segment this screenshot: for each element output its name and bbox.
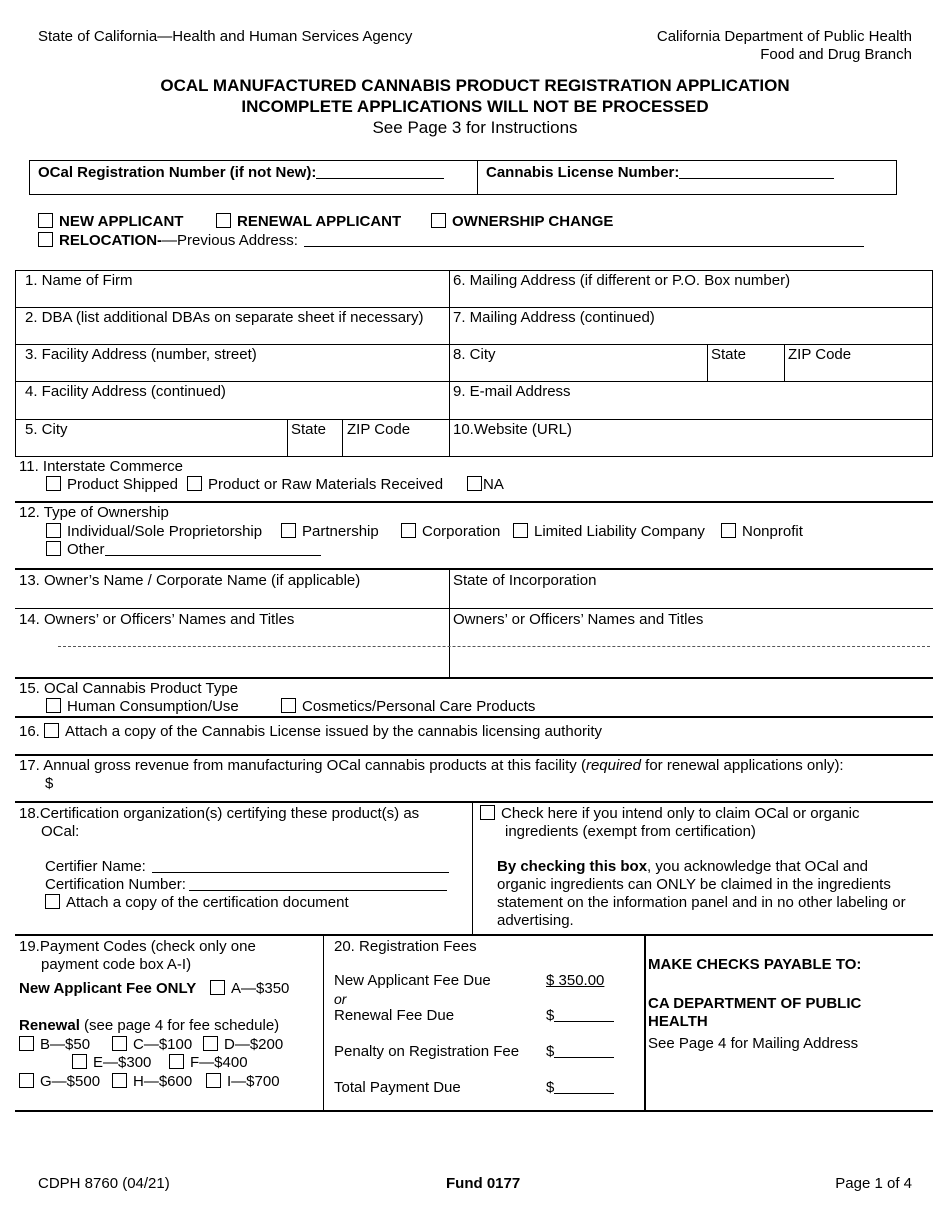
product-shipped-checkbox[interactable]: [46, 476, 61, 491]
product-received-option[interactable]: Product or Raw Materials Received: [187, 476, 443, 494]
new-applicant-fee-row: New Applicant Fee ONLY: [19, 980, 197, 997]
certification-number-field[interactable]: Certification Number:: [45, 876, 447, 894]
page-number: Page 1 of 4: [835, 1175, 912, 1192]
acknowledgment-text-3: statement on the information panel and in no other labeling or: [497, 894, 906, 911]
agency-name: State of California—Health and Human Services Agency: [38, 28, 413, 45]
code-f-checkbox[interactable]: [169, 1054, 184, 1069]
field-state[interactable]: State: [291, 421, 327, 438]
interstate-na-checkbox[interactable]: [467, 476, 482, 491]
annual-revenue-label: 17. Annual gross revenue from manufacturing OCal cannabis products at this facility (required for renewal applications only):: [19, 757, 844, 774]
department-name: California Department of Public Health: [656, 28, 912, 45]
field-mailing-address-continued[interactable]: 7. Mailing Address (continued): [453, 309, 655, 326]
new-applicant-fee-amount: $ 350.00: [546, 972, 605, 989]
annual-revenue-input[interactable]: $: [45, 775, 54, 792]
nonprofit-option[interactable]: Nonprofit: [721, 523, 803, 541]
ownership-change-checkbox[interactable]: [431, 213, 446, 228]
code-h-option[interactable]: H—$600: [112, 1073, 192, 1091]
total-payment-input[interactable]: $: [546, 1079, 614, 1097]
renewal-applicant-option[interactable]: RENEWAL APPLICANT: [216, 213, 401, 231]
code-g-checkbox[interactable]: [19, 1073, 34, 1088]
new-applicant-option[interactable]: NEW APPLICANT: [38, 213, 183, 231]
checks-payable-label: MAKE CHECKS PAYABLE TO:: [648, 956, 862, 973]
code-d-checkbox[interactable]: [203, 1036, 218, 1051]
human-consumption-option[interactable]: Human Consumption/Use: [46, 698, 239, 716]
field-name-of-firm[interactable]: 1. Name of Firm: [25, 272, 133, 289]
exempt-option[interactable]: Check here if you intend only to claim OCal or organic: [480, 805, 860, 823]
nonprofit-checkbox[interactable]: [721, 523, 736, 538]
fund-number: Fund 0177: [446, 1175, 521, 1192]
code-b-option[interactable]: B—$50: [19, 1036, 90, 1054]
product-type-label: 15. OCal Cannabis Product Type: [19, 680, 239, 697]
acknowledgment-text-2: organic ingredients can ONLY be claimed in the ingredients: [497, 876, 891, 893]
renewal-fee-input[interactable]: $: [546, 1007, 614, 1025]
ownership-type-label: 12. Type of Ownership: [19, 504, 169, 521]
certification-label-cont: OCal:: [41, 823, 80, 840]
code-a-option[interactable]: A—$350: [210, 980, 289, 998]
individual-checkbox[interactable]: [46, 523, 61, 538]
form-title: OCAL MANUFACTURED CANNABIS PRODUCT REGISTRATION APPLICATION: [160, 76, 790, 95]
mailing-address-note: See Page 4 for Mailing Address: [648, 1035, 859, 1052]
exempt-checkbox[interactable]: [480, 805, 495, 820]
interstate-commerce-label: 11. Interstate Commerce: [19, 458, 183, 475]
field-mailing-city[interactable]: 8. City: [453, 346, 496, 363]
cosmetics-checkbox[interactable]: [281, 698, 296, 713]
field-facility-address[interactable]: 3. Facility Address (number, street): [25, 346, 257, 363]
code-e-checkbox[interactable]: [72, 1054, 87, 1069]
registration-fees-label: 20. Registration Fees: [334, 938, 477, 955]
field-website[interactable]: 10.Website (URL): [453, 421, 572, 438]
cannabis-license-number-label: Cannabis License Number:: [486, 164, 680, 181]
payee-name-cont: HEALTH: [648, 1013, 708, 1030]
owner-name-field[interactable]: 13. Owner’s Name / Corporate Name (if applicable): [19, 572, 361, 589]
interstate-na-option[interactable]: NA: [467, 476, 504, 494]
branch-name: Food and Drug Branch: [760, 46, 912, 63]
ownership-change-option[interactable]: OWNERSHIP CHANGE: [431, 213, 613, 231]
new-applicant-checkbox[interactable]: [38, 213, 53, 228]
payee-name: CA DEPARTMENT OF PUBLIC: [648, 995, 862, 1012]
other-option[interactable]: Other: [46, 541, 321, 559]
previous-address-input[interactable]: [304, 233, 864, 247]
cannabis-license-number-field[interactable]: [486, 164, 834, 182]
code-e-option[interactable]: E—$300: [72, 1054, 151, 1072]
cosmetics-option[interactable]: Cosmetics/Personal Care Products: [281, 698, 535, 716]
llc-checkbox[interactable]: [513, 523, 528, 538]
relocation-option[interactable]: RELOCATION-—Previous Address:: [38, 232, 864, 250]
code-g-option[interactable]: G—$500: [19, 1073, 100, 1091]
payment-codes-label: 19.Payment Codes (check only one: [19, 938, 256, 955]
penalty-label: Penalty on Registration Fee: [334, 1043, 520, 1060]
individual-option[interactable]: Individual/Sole Proprietorship: [46, 523, 262, 541]
field-zip[interactable]: ZIP Code: [347, 421, 411, 438]
field-facility-address-continued[interactable]: 4. Facility Address (continued): [25, 383, 226, 400]
product-received-checkbox[interactable]: [187, 476, 202, 491]
partnership-checkbox[interactable]: [281, 523, 296, 538]
state-of-incorporation-field[interactable]: State of Incorporation: [453, 572, 597, 589]
product-shipped-option[interactable]: Product Shipped: [46, 476, 178, 494]
certification-label: 18.Certification organization(s) certifying these product(s) as: [19, 805, 420, 822]
renewal-label: Renewal (see page 4 for fee schedule): [19, 1017, 280, 1034]
field-city[interactable]: 5. City: [25, 421, 68, 438]
llc-option[interactable]: Limited Liability Company: [513, 523, 705, 541]
corporation-checkbox[interactable]: [401, 523, 416, 538]
owners-officers-field-left[interactable]: 14. Owners’ or Officers’ Names and Titles: [19, 611, 295, 628]
code-i-option[interactable]: I—$700: [206, 1073, 280, 1091]
relocation-checkbox[interactable]: [38, 232, 53, 247]
owners-officers-field-right[interactable]: Owners’ or Officers’ Names and Titles: [453, 611, 704, 628]
partnership-option[interactable]: Partnership: [281, 523, 379, 541]
code-c-option[interactable]: C—$100: [112, 1036, 192, 1054]
or-text: or: [334, 991, 347, 1007]
renewal-applicant-checkbox[interactable]: [216, 213, 231, 228]
corporation-option[interactable]: Corporation: [401, 523, 500, 541]
field-mailing-address[interactable]: 6. Mailing Address (if different or P.O. Box number): [453, 272, 791, 289]
field-mailing-state[interactable]: State: [711, 346, 747, 363]
instructions-note: See Page 3 for Instructions: [372, 118, 578, 137]
form-subtitle: INCOMPLETE APPLICATIONS WILL NOT BE PROCESSED: [241, 97, 709, 116]
acknowledgment-text-4: advertising.: [497, 912, 574, 929]
code-b-checkbox[interactable]: [19, 1036, 34, 1051]
payment-codes-label-cont: payment code box A-I): [41, 956, 192, 973]
code-a-checkbox[interactable]: [210, 980, 225, 995]
field-dba[interactable]: 2. DBA (list additional DBAs on separate sheet if necessary): [25, 309, 424, 326]
other-checkbox[interactable]: [46, 541, 61, 556]
acknowledgment-text: By checking this box, you acknowledge that OCal and: [497, 858, 869, 875]
penalty-input[interactable]: $: [546, 1043, 614, 1061]
attach-license-checkbox[interactable]: [44, 723, 59, 738]
field-email[interactable]: 9. E-mail Address: [453, 383, 571, 400]
code-d-option[interactable]: D—$200: [203, 1036, 283, 1054]
code-i-checkbox[interactable]: [206, 1073, 221, 1088]
code-f-option[interactable]: F—$400: [169, 1054, 248, 1072]
form-id: CDPH 8760 (04/21): [38, 1175, 170, 1192]
exempt-option-cont: ingredients (exempt from certification): [505, 823, 756, 840]
certifier-name-field[interactable]: Certifier Name:: [45, 858, 449, 876]
code-c-checkbox[interactable]: [112, 1036, 127, 1051]
new-applicant-fee-due-label: New Applicant Fee Due: [334, 972, 491, 989]
attach-license-option[interactable]: 16. Attach a copy of the Cannabis License issued by the cannabis licensing authority: [19, 723, 603, 740]
total-payment-label: Total Payment Due: [334, 1079, 461, 1096]
other-ownership-input[interactable]: [105, 542, 321, 556]
field-mailing-zip[interactable]: ZIP Code: [788, 346, 852, 363]
renewal-fee-due-label: Renewal Fee Due: [334, 1007, 455, 1024]
ocal-registration-number-label: OCal Registration Number (if not New):: [38, 164, 317, 181]
attach-certification-checkbox[interactable]: [45, 894, 60, 909]
code-h-checkbox[interactable]: [112, 1073, 127, 1088]
ocal-registration-number-field[interactable]: [38, 164, 444, 182]
human-consumption-checkbox[interactable]: [46, 698, 61, 713]
attach-certification-option[interactable]: Attach a copy of the certification document: [45, 894, 349, 912]
